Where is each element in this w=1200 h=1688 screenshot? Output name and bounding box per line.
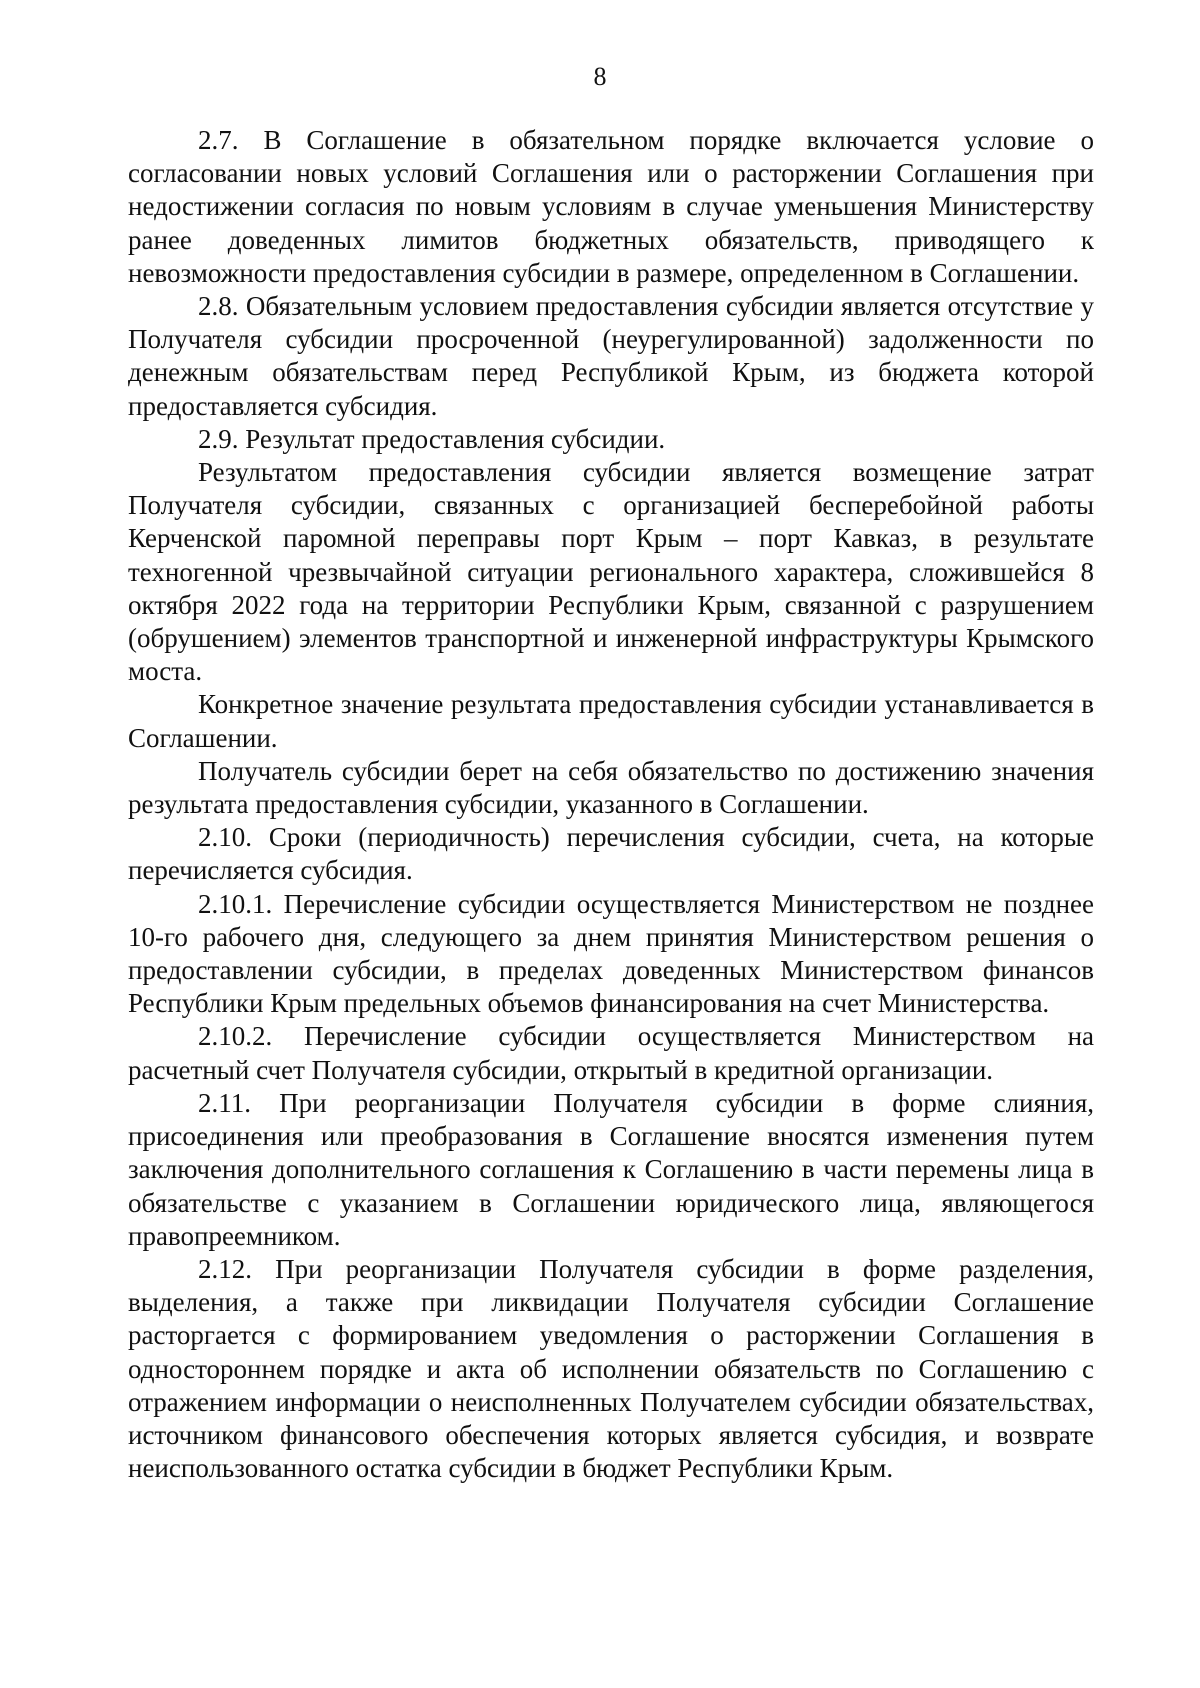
paragraph-2-12: 2.12. При реорганизации Получателя субсидии в форме разделения, выделения, а также при ликвидации Получателя субсидии Соглашение расторгается с формированием уведомления о расторжении Соглашения в одностороннем порядке и акта об исполнении обязательств по Соглашению с отражением информации о неисполненных Получателем субсидии обязательствах, источником финансового обеспечения которых является субсидия, и возврате неиспользованного остатка субсидии в бюджет Республики Крым. xyxy=(128,1253,1094,1484)
document-body xyxy=(128,124,1094,1485)
page-number: 8 xyxy=(593,62,607,91)
paragraph-result-value: Конкретное значение результата предоставления субсидии устанавливается в Соглашении. xyxy=(128,689,1094,753)
paragraph-recipient-obligation: Получатель субсидии берет на себя обязательство по достижению значения результата предоставления субсидии, указанного в Соглашении. xyxy=(128,755,1094,820)
paragraph-2-10: 2.10. Сроки (периодичность) перечисления субсидии, счета, на которые перечисляется субсидия. xyxy=(128,822,1094,886)
paragraph-2-8: 2.8. Обязательным условием предоставления субсидии является отсутствие у Получателя субсидии просроченной (неурегулированной) задолженности по денежным обязательствам перед Республикой Крым, из бюджета которой предоставляется субсидия. xyxy=(128,291,1094,421)
paragraph-2-9-heading: 2.9. Результат предоставления субсидии. xyxy=(198,423,666,454)
paragraph-result-description: Результатом предоставления субсидии является возмещение затрат Получателя субсидии, связанных с организацией бесперебойной работы Керченской паромной переправы порт Крым – порт Кавказ, в результате техногенной чрезвычайной ситуации регионального характера, сложившейся 8 октября 2022 года на территории Республики Крым, связанной с разрушением (обрушением) элементов транспортной и инженерной инфраструктуры Крымского моста. xyxy=(128,457,1094,687)
paragraph-2-10-2: 2.10.2. Перечисление субсидии осуществляется Министерством на расчетный счет Получателя субсидии, открытый в кредитной организации. xyxy=(128,1021,1094,1085)
paragraph-2-7: 2.7. В Соглашение в обязательном порядке включается условие о согласовании новых условий Соглашения или о расторжении Соглашения при недостижении согласия по новым условиям в случае уменьшения Министерству ранее доведенных лимитов бюджетных обязательств, приводящего к невозможности предоставления субсидии в размере, определенном в Соглашении. xyxy=(128,125,1094,288)
paragraph-2-11: 2.11. При реорганизации Получателя субсидии в форме слияния, присоединения или преобразования в Соглашение вносятся изменения путем заключения дополнительного соглашения к Соглашению в части перемены лица в обязательстве с указанием в Соглашении юридического лица, являющегося правопреемником. xyxy=(128,1087,1094,1251)
paragraph-2-10-1: 2.10.1. Перечисление субсидии осуществляется Министерством не позднее 10-го рабочего дня, следующего за днем принятия Министерством решения о предоставлении субсидии, в пределах доведенных Министерством финансов Республики Крым предельных объемов финансирования на счет Министерства. xyxy=(128,888,1094,1019)
